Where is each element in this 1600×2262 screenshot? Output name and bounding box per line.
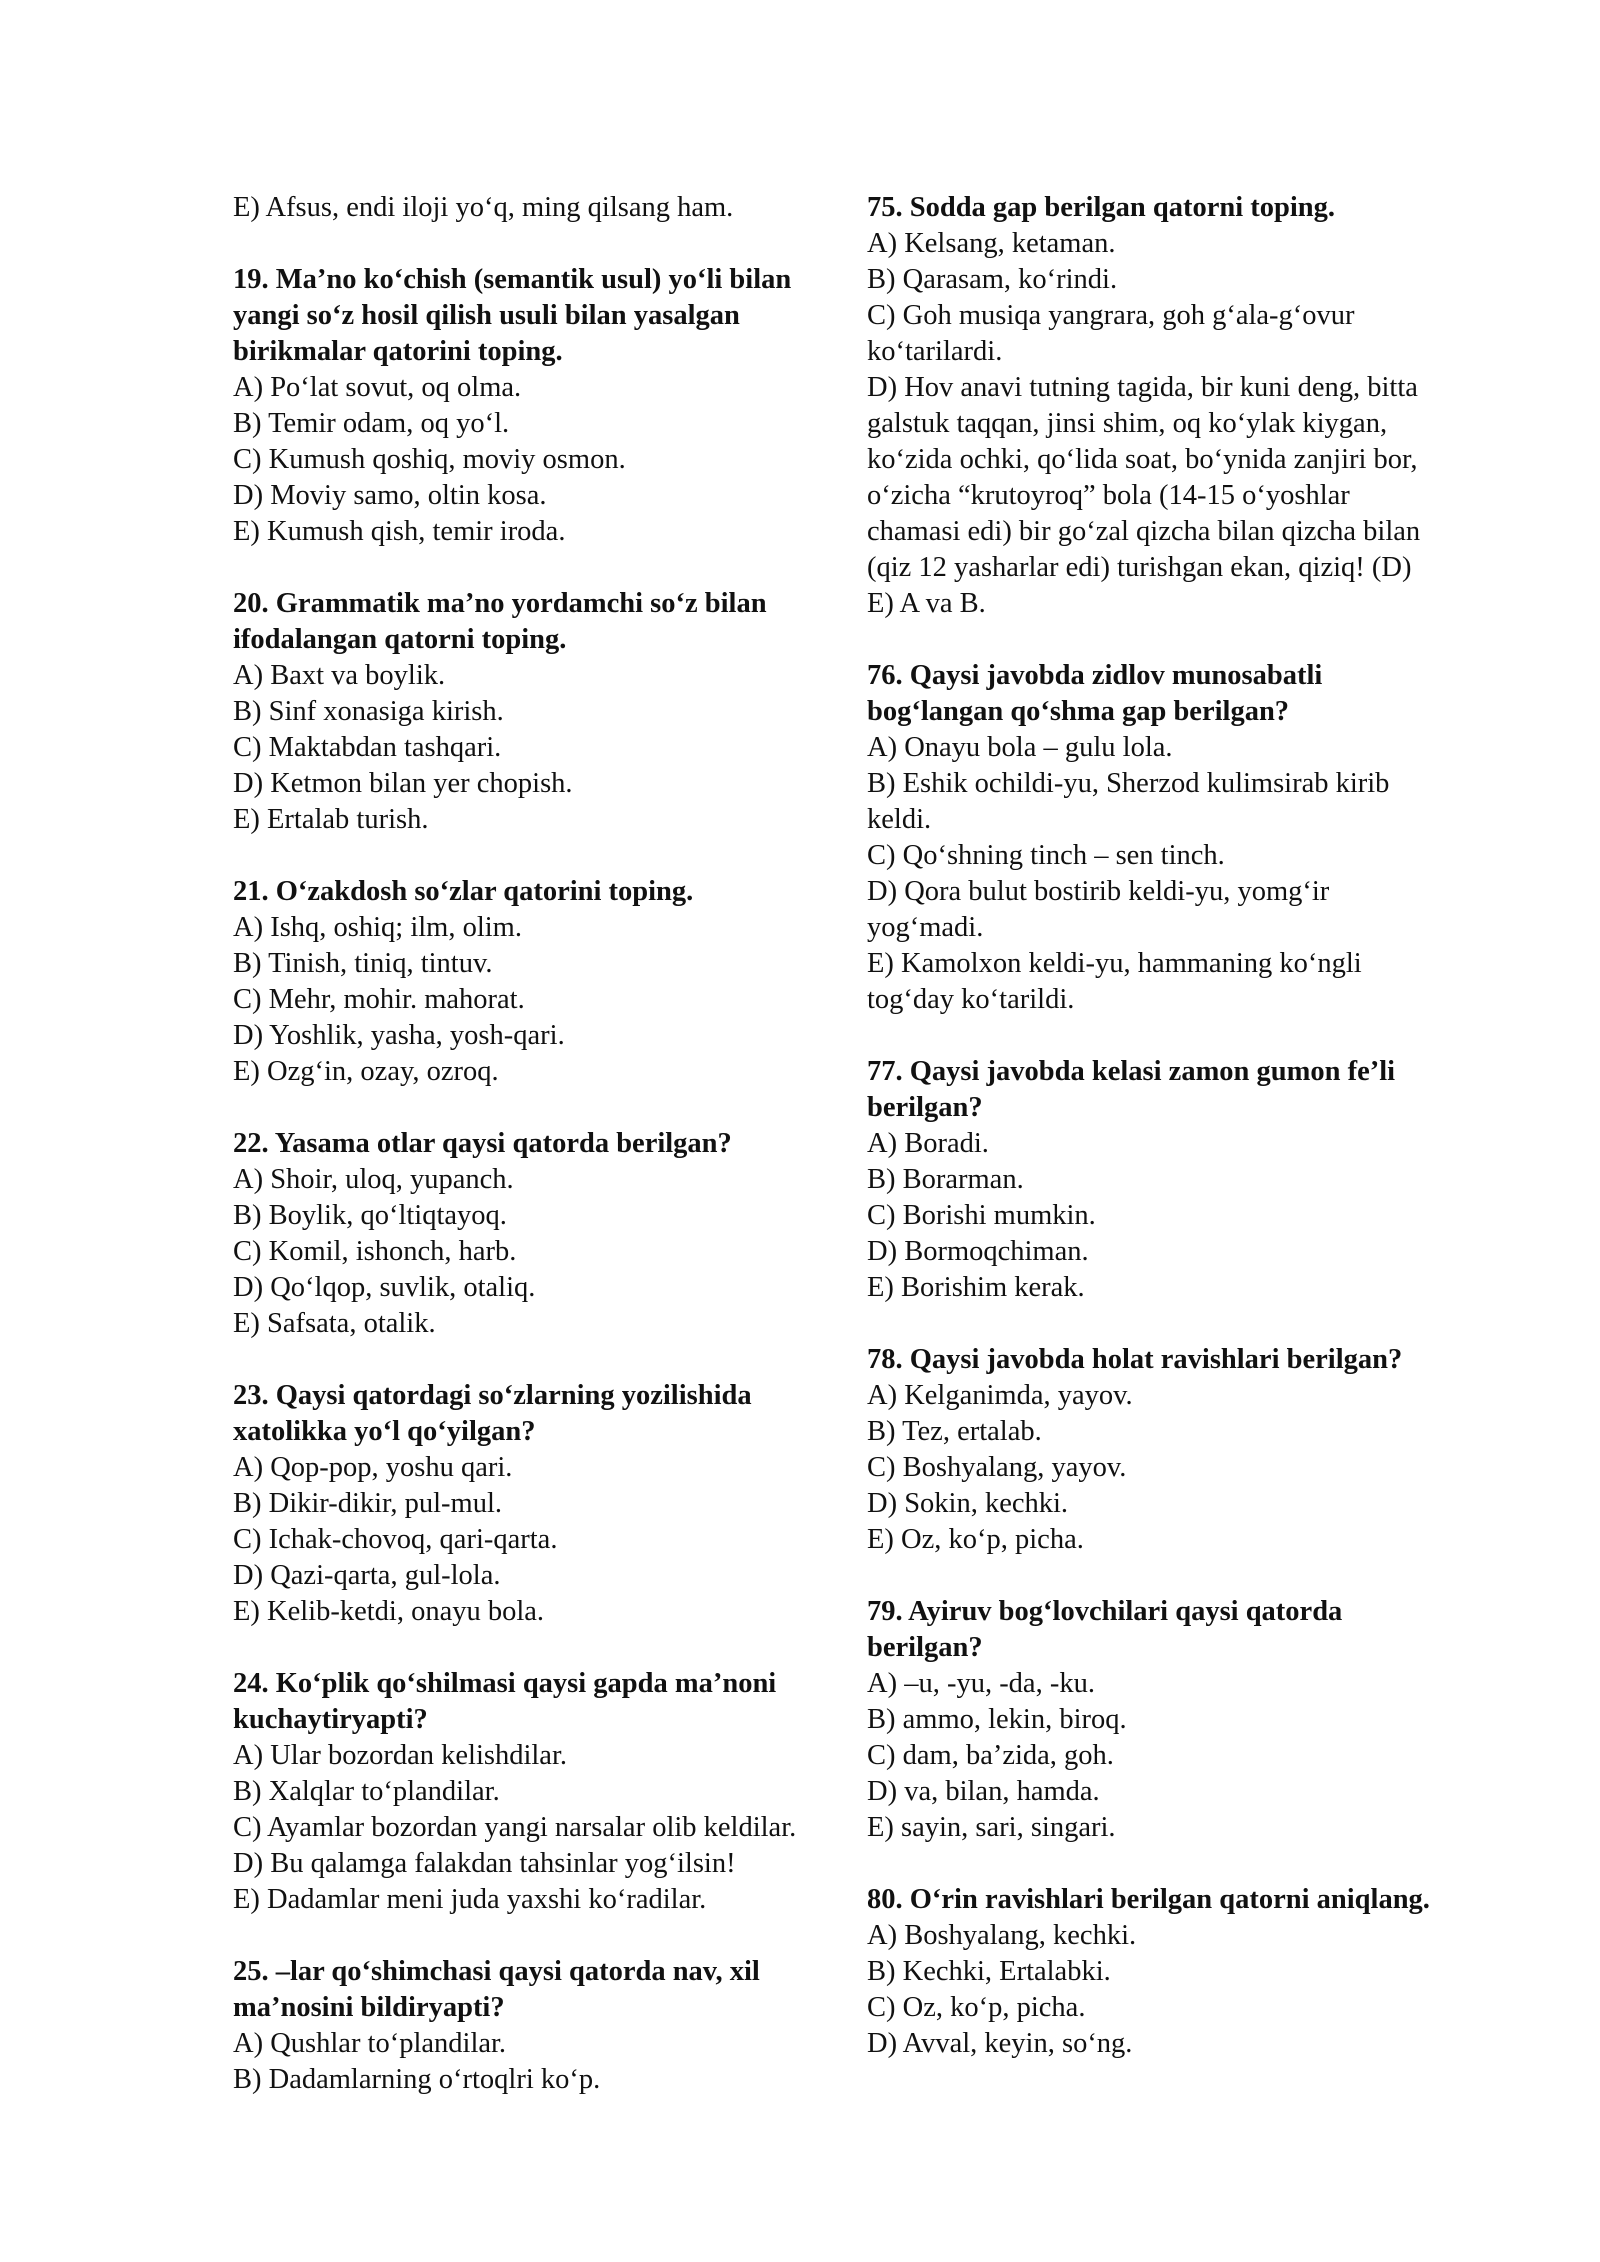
answer-option <box>867 1198 1497 1234</box>
question-block <box>233 1954 853 2098</box>
question-block <box>867 190 1497 622</box>
answer-option-line: B) Eshik ochildi-yu, Sherzod kulimsirab kirib <box>867 768 1390 799</box>
answer-option <box>233 406 853 442</box>
answer-option-line: D) Sokin, kechki. <box>867 1488 1069 1519</box>
question-block <box>233 874 853 1090</box>
answer-option <box>233 730 853 766</box>
spacer <box>233 1090 853 1126</box>
answer-option-line: D) Ketmon bilan yer chopish. <box>233 768 573 799</box>
answer-option <box>233 478 853 514</box>
answer-option-line: o‘zicha “krutoyroq” bola (14-15 o‘yoshlar <box>867 480 1350 511</box>
question-block <box>233 262 853 550</box>
answer-option <box>233 1522 853 1558</box>
answer-option <box>867 1738 1497 1774</box>
question-text: 20. Grammatik ma’no yordamchi so‘z bilan <box>233 588 767 619</box>
answer-option <box>233 370 853 406</box>
answer-option-line: ko‘zida ochki, qo‘lida soat, bo‘ynida zanjiri bor, <box>867 444 1418 475</box>
question-text: 78. Qaysi javobda holat ravishlari berilgan? <box>867 1344 1403 1375</box>
spacer <box>867 622 1497 658</box>
answer-option-line: E) Oz, ko‘p, picha. <box>867 1524 1084 1555</box>
answer-option-line: B) Xalqlar to‘plandilar. <box>233 1776 500 1807</box>
answer-option <box>867 226 1497 262</box>
answer-option-line: E) Kelib-ketdi, onayu bola. <box>233 1596 545 1627</box>
answer-option-line: D) Qo‘lqop, suvlik, otaliq. <box>233 1272 536 1303</box>
question-block <box>867 1342 1497 1558</box>
question-text: 19. Ma’no ko‘chish (semantik usul) yo‘li bilan <box>233 264 792 295</box>
answer-option <box>867 1702 1497 1738</box>
answer-option <box>867 1666 1497 1702</box>
answer-option-line: D) Hov anavi tutning tagida, bir kuni deng, bitta <box>867 372 1418 403</box>
question-block <box>867 1882 1497 2062</box>
answer-option-line: A) Boshyalang, kechki. <box>867 1920 1137 1951</box>
answer-option <box>233 1738 853 1774</box>
answer-option <box>233 694 853 730</box>
question-text: 80. O‘rin ravishlari berilgan qatorni aniqlang. <box>867 1884 1430 1915</box>
question-block <box>233 1378 853 1630</box>
answer-option-line: E) Kumush qish, temir iroda. <box>233 516 566 547</box>
spacer <box>233 1918 853 1954</box>
question-block <box>867 1054 1497 1306</box>
answer-option <box>867 2026 1497 2062</box>
answer-option-line: galstuk taqqan, jinsi shim, oq ko‘ylak kiygan, <box>867 408 1388 439</box>
answer-option-line: D) Qazi-qarta, gul-lola. <box>233 1560 501 1591</box>
question-block <box>867 1594 1497 1846</box>
answer-option-line: A) Ular bozordan kelishdilar. <box>233 1740 567 1771</box>
answer-option-line: chamasi edi) bir go‘zal qizcha bilan qizcha bilan <box>867 516 1421 547</box>
answer-option-line: B) Dikir-dikir, pul-mul. <box>233 1488 503 1519</box>
answer-option-line: A) Qop-pop, yoshu qari. <box>233 1452 513 1483</box>
spacer <box>867 1018 1497 1054</box>
answer-option <box>233 1558 853 1594</box>
answer-option <box>867 1126 1497 1162</box>
answer-option-line: D) Avval, keyin, so‘ng. <box>867 2028 1133 2059</box>
left-column <box>233 190 853 2098</box>
answer-option-line: yog‘madi. <box>867 912 984 943</box>
answer-option-line: C) Goh musiqa yangrara, goh g‘ala-g‘ovur <box>867 300 1355 331</box>
answer-option-line: C) Ichak-chovoq, qari-qarta. <box>233 1524 558 1555</box>
answer-option <box>867 1918 1497 1954</box>
answer-option <box>867 1954 1497 1990</box>
answer-option <box>867 1522 1497 1558</box>
spacer <box>233 838 853 874</box>
question-block <box>867 658 1497 1018</box>
answer-option-line: E) Dadamlar meni juda yaxshi ko‘radilar. <box>233 1884 707 1915</box>
answer-option <box>233 982 853 1018</box>
answer-option <box>233 1054 853 1090</box>
answer-option-line: A) Ishq, oshiq; ilm, olim. <box>233 912 522 943</box>
answer-option-line: E) Ertalab turish. <box>233 804 429 835</box>
answer-option <box>867 1450 1497 1486</box>
answer-option <box>867 370 1497 586</box>
question-text: bog‘langan qo‘shma gap berilgan? <box>867 696 1290 727</box>
answer-option-line: C) Boshyalang, yayov. <box>867 1452 1127 1483</box>
answer-option <box>233 1774 853 1810</box>
answer-option <box>233 658 853 694</box>
question-block <box>233 1126 853 1342</box>
question-text: berilgan? <box>867 1092 983 1123</box>
answer-option-line: A) –u, -yu, -da, -ku. <box>867 1668 1095 1699</box>
answer-option-line: A) Boradi. <box>867 1128 989 1159</box>
answer-option-line: A) Onayu bola – gulu lola. <box>867 732 1173 763</box>
answer-option <box>233 1162 853 1198</box>
question-text: yangi so‘z hosil qilish usuli bilan yasalgan <box>233 300 740 331</box>
answer-option <box>867 586 1497 622</box>
answer-option-line: C) Ayamlar bozordan yangi narsalar olib keldilar. <box>233 1812 797 1843</box>
answer-option-line: ko‘tarilardi. <box>867 336 1003 367</box>
answer-option <box>867 1990 1497 2026</box>
answer-option-line: D) Bormoqchiman. <box>867 1236 1089 1267</box>
question-text: kuchaytiryapti? <box>233 1704 428 1735</box>
question-text: 22. Yasama otlar qaysi qatorda berilgan? <box>233 1128 732 1159</box>
answer-option <box>867 946 1497 1018</box>
question-text: 76. Qaysi javobda zidlov munosabatli <box>867 660 1323 691</box>
answer-option-line: B) Tez, ertalab. <box>867 1416 1042 1447</box>
answer-option-line: D) va, bilan, hamda. <box>867 1776 1100 1807</box>
answer-option-line: A) Baxt va boylik. <box>233 660 446 691</box>
answer-option <box>233 2026 853 2062</box>
spacer <box>233 550 853 586</box>
answer-option-line: B) Temir odam, oq yo‘l. <box>233 408 510 439</box>
answer-option-line: C) Maktabdan tashqari. <box>233 732 502 763</box>
answer-option-line: C) dam, ba’zida, goh. <box>867 1740 1114 1771</box>
answer-option <box>867 1414 1497 1450</box>
answer-option <box>867 1486 1497 1522</box>
answer-option-line: E) Borishim kerak. <box>867 1272 1085 1303</box>
answer-option <box>867 838 1497 874</box>
question-text: 79. Ayiruv bog‘lovchilari qaysi qatorda <box>867 1596 1343 1627</box>
answer-option-line: A) Shoir, uloq, yupanch. <box>233 1164 514 1195</box>
answer-option <box>233 514 853 550</box>
question-text: 21. O‘zakdosh so‘zlar qatorini toping. <box>233 876 694 907</box>
answer-option <box>233 766 853 802</box>
question-text: ifodalangan qatorni toping. <box>233 624 567 655</box>
answer-option <box>233 1234 853 1270</box>
question-text: 75. Sodda gap berilgan qatorni toping. <box>867 192 1335 223</box>
question-block <box>233 586 853 838</box>
answer-option <box>867 766 1497 838</box>
answer-option-line: B) Dadamlarning o‘rtoqlri ko‘p. <box>233 2064 601 2095</box>
answer-option-line: E) Kamolxon keldi-yu, hammaning ko‘ngli <box>867 948 1362 979</box>
question-text: xatolikka yo‘l qo‘yilgan? <box>233 1416 536 1447</box>
answer-option <box>233 1198 853 1234</box>
answer-option <box>233 910 853 946</box>
question-text: birikmalar qatorini toping. <box>233 336 563 367</box>
spacer <box>867 1558 1497 1594</box>
answer-option <box>233 1270 853 1306</box>
answer-option-line: B) Qarasam, ko‘rindi. <box>867 264 1118 295</box>
answer-option <box>867 874 1497 946</box>
answer-option <box>867 1234 1497 1270</box>
answer-option-line: B) Kechki, Ertalabki. <box>867 1956 1111 1987</box>
answer-option <box>233 1306 853 1342</box>
answer-option <box>867 1774 1497 1810</box>
answer-option-line: C) Kumush qoshiq, moviy osmon. <box>233 444 626 475</box>
spacer <box>233 1342 853 1378</box>
answer-option-line: B) Sinf xonasiga kirish. <box>233 696 504 727</box>
question-text: 23. Qaysi qatordagi so‘zlarning yozilishida <box>233 1380 752 1411</box>
spacer <box>233 1630 853 1666</box>
question-text: 24. Ko‘plik qo‘shilmasi qaysi gapda ma’noni <box>233 1668 777 1699</box>
answer-option-line: B) Boylik, qo‘ltiqtayoq. <box>233 1200 507 1231</box>
spacer <box>867 1306 1497 1342</box>
question-block <box>233 1666 853 1918</box>
answer-option-line: E) Ozg‘in, ozay, ozroq. <box>233 1056 499 1087</box>
answer-option-line: D) Moviy samo, oltin kosa. <box>233 480 547 511</box>
answer-option-line: B) Borarman. <box>867 1164 1024 1195</box>
question-text: 25. –lar qo‘shimchasi qaysi qatorda nav, xil <box>233 1956 760 1987</box>
answer-option <box>867 1810 1497 1846</box>
answer-option-line: C) Qo‘shning tinch – sen tinch. <box>867 840 1225 871</box>
answer-option-line: C) Oz, ko‘p, picha. <box>867 1992 1086 2023</box>
answer-option-line: C) Komil, ishonch, harb. <box>233 1236 517 1267</box>
answer-option <box>233 946 853 982</box>
spacer <box>867 1846 1497 1882</box>
answer-option-line: D) Bu qalamga falakdan tahsinlar yog‘ilsin! <box>233 1848 736 1879</box>
question-text: berilgan? <box>867 1632 983 1663</box>
answer-option-line: (qiz 12 yasharlar edi) turishgan ekan, qiziq! (D) <box>867 552 1412 583</box>
answer-option <box>233 1810 853 1846</box>
answer-option-line: A) Kelsang, ketaman. <box>867 228 1116 259</box>
answer-option-line: D) Qora bulut bostirib keldi-yu, yomg‘ir <box>867 876 1330 907</box>
answer-option <box>867 730 1497 766</box>
answer-option <box>867 1270 1497 1306</box>
answer-option-line: tog‘day ko‘tarildi. <box>867 984 1075 1015</box>
answer-option <box>867 1162 1497 1198</box>
question-text: ma’nosini bildiryapti? <box>233 1992 505 2023</box>
answer-option <box>233 1882 853 1918</box>
answer-option-line: E) Safsata, otalik. <box>233 1308 436 1339</box>
answer-option-line: C) Mehr, mohir. mahorat. <box>233 984 525 1015</box>
right-column <box>867 190 1497 2062</box>
answer-option <box>867 1378 1497 1414</box>
answer-option <box>233 1450 853 1486</box>
answer-option-line: C) Borishi mumkin. <box>867 1200 1096 1231</box>
answer-option <box>233 1486 853 1522</box>
answer-option <box>233 1018 853 1054</box>
answer-option: E) Afsus, endi iloji yo‘q, ming qilsang ham. <box>233 192 734 223</box>
answer-option <box>867 298 1497 370</box>
answer-option <box>233 442 853 478</box>
answer-option-line: D) Yoshlik, yasha, yosh-qari. <box>233 1020 565 1051</box>
answer-option-line: B) ammo, lekin, biroq. <box>867 1704 1127 1735</box>
answer-option-line: A) Kelganimda, yayov. <box>867 1380 1133 1411</box>
answer-option-line: E) A va B. <box>867 588 986 619</box>
answer-option-line: B) Tinish, tiniq, tintuv. <box>233 948 493 979</box>
answer-option-line: keldi. <box>867 804 932 835</box>
answer-option <box>233 802 853 838</box>
answer-option <box>233 1594 853 1630</box>
answer-option <box>867 262 1497 298</box>
answer-option-line: A) Po‘lat sovut, oq olma. <box>233 372 522 403</box>
answer-option-line: E) sayin, sari, singari. <box>867 1812 1116 1843</box>
answer-option <box>233 2062 853 2098</box>
spacer <box>233 226 853 262</box>
answer-option-line: A) Qushlar to‘plandilar. <box>233 2028 507 2059</box>
question-text: 77. Qaysi javobda kelasi zamon gumon fe’li <box>867 1056 1396 1087</box>
answer-option <box>233 1846 853 1882</box>
